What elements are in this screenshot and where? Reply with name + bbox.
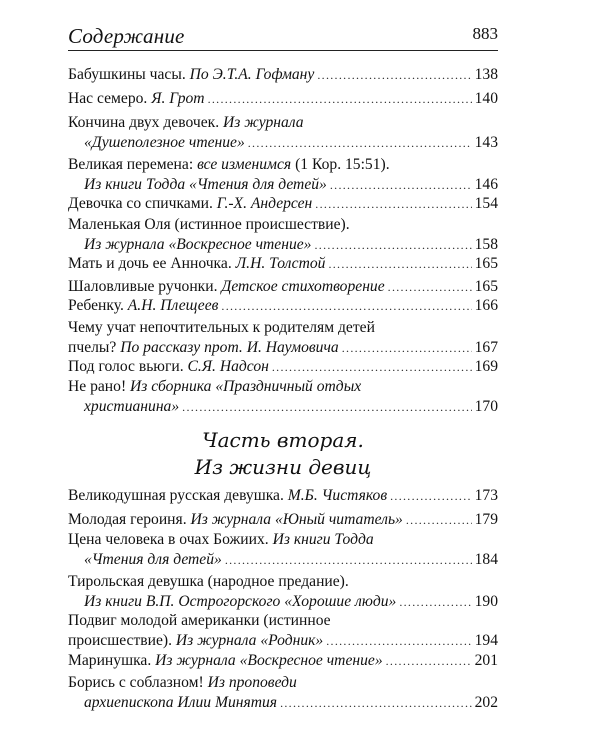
toc-entry[interactable]: Маринушка. Из журнала «Воскресное чтение» ..... 201 [68,651,498,671]
toc-page: 184 [474,551,498,568]
toc-entry[interactable]: Чему учат непочтительных к родителям детей пчелы? По рассказу прот. И. Наумовича ..... 167 [68,318,498,358]
toc-page: 154 [474,195,498,212]
toc-entry[interactable]: Тирольская девушка (народное предание). Из книги В.П. Острогорского «Хорошие люди» ..... 190 [68,572,498,612]
page-header [68,20,498,51]
header-page-number: 883 [472,24,498,43]
toc-entry[interactable]: Цена человека в очах Божиих. Из книги Тодда «Чтения для детей» ..... 184 [68,530,498,570]
toc-page: 194 [474,632,498,649]
toc-entry[interactable]: Ребенку. А.Н. Плещеев ..... 166 [68,296,498,316]
toc-entry[interactable]: Великая перемена: все изменимся (1 Кор. 15:51). Из книги Тодда «Чтения для детей» ..... 146 [68,155,498,195]
toc-page: 158 [474,236,498,253]
toc-entry[interactable]: Девочка со спичками. Г.-Х. Андерсен ..... 154 [68,194,498,214]
toc-entry[interactable]: Борись с соблазном! Из проповеди архиепископа Илии Минятия ..... 202 [68,673,498,713]
toc-entry[interactable]: Кончина двух девочек. Из журнала «Душеполезное чтение» ..... 143 [68,113,498,153]
toc-page: 190 [474,593,498,610]
toc-page: 165 [474,255,498,272]
toc-page: 166 [474,297,498,314]
toc-entry[interactable]: Не рано! Из сборника «Праздничный отдых христианина» ..... 170 [68,377,498,417]
toc-page: 146 [474,176,498,193]
part-heading: Часть вторая. [202,428,364,452]
toc-entry[interactable]: Подвиг молодой американки (истинное происшествие). Из журнала «Родник» ..... 194 [68,611,498,651]
toc-entry[interactable]: Нас семеро. Я. Грот ..... 140 [68,89,498,109]
toc-page: 179 [474,511,498,528]
toc-page: 202 [474,694,498,711]
toc-page: 170 [474,398,498,415]
toc-entry[interactable]: Бабушкины часы. По Э.Т.А. Гофману ..... 138 [68,65,498,85]
toc-page: 169 [474,358,498,375]
header-title: Содержание [68,24,185,48]
toc-entry[interactable]: Великодушная русская девушка. М.Б. Чистяков ..... 173 [68,486,498,506]
toc-page: 173 [474,487,498,504]
toc-page: 201 [474,652,498,669]
toc-page: 143 [474,134,498,151]
toc-page: 167 [474,339,498,356]
toc-entry[interactable]: Молодая героиня. Из журнала «Юный читатель» ..... 179 [68,510,498,530]
toc-entry[interactable]: Мать и дочь ее Анночка. Л.Н. Толстой ..... 165 [68,254,498,274]
toc-entry[interactable]: Под голос вьюги. С.Я. Надсон ..... 169 [68,357,498,377]
toc-entry[interactable]: Шаловливые ручонки. Детское стихотворение ..... 165 [68,277,498,297]
toc-page: 140 [474,90,498,107]
part-subheading: Из жизни девиц [194,455,372,479]
toc-entry[interactable]: Маленькая Оля (истинное происшествие). Из журнала «Воскресное чтение» ..... 158 [68,215,498,255]
toc-page: 138 [474,66,498,83]
toc-page: 165 [474,278,498,295]
